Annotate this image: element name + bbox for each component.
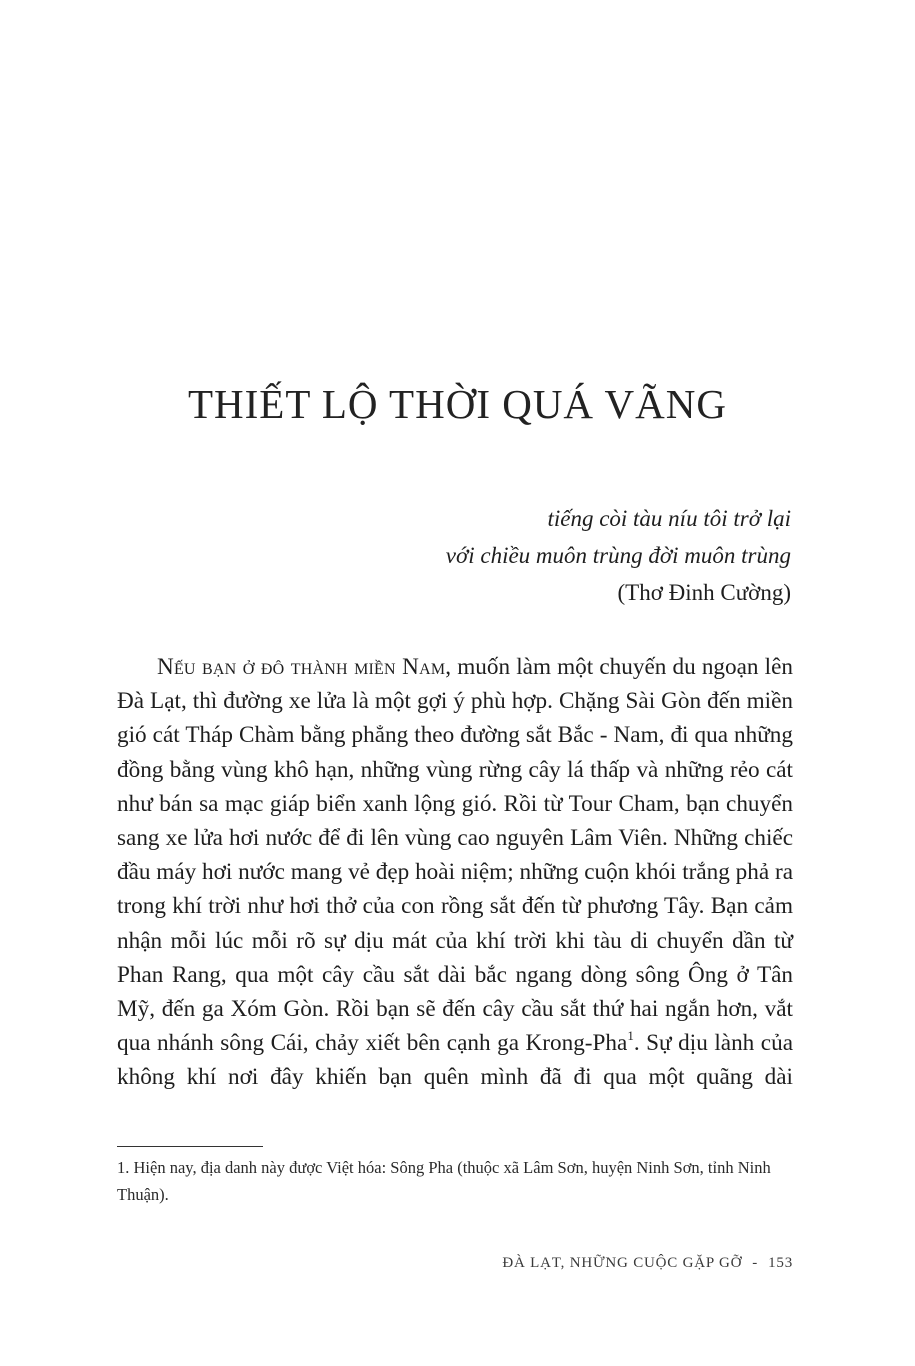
chapter-title: THIẾT LỘ THỜI QUÁ VÃNG — [187, 381, 727, 427]
footnote: 1. Hiện nay, địa danh này được Việt hóa: Sông Pha (thuộc xã Lâm Sơn, huyện Ninh Sơn, tỉnh Ninh Thuận). — [117, 1158, 771, 1204]
page-number: 153 — [768, 1255, 793, 1271]
epigraph-line: tiếng còi tàu níu tôi trở lại — [547, 506, 791, 531]
body-paragraph — [117, 650, 793, 1095]
footer-separator: - — [752, 1255, 759, 1271]
footer-book-title: ĐÀ LẠT, NHỮNG CUỘC GẶP GỠ — [502, 1255, 743, 1271]
footnote-reference: 1 — [627, 1027, 634, 1043]
footnote-divider — [117, 1146, 263, 1147]
epigraph — [446, 500, 791, 611]
paragraph-text-part1: , muốn làm một chuyến du ngoạn lên Đà Lạt, thì đường xe lửa là một gợi ý phù hợp. Chặng Sài Gòn đến miền gió cát Tháp Chàm bằng phẳng theo đường sắt Bắc - Nam, đi qua những đồng bằng vùng khô hạn, những vùng rừng cây lá thấp và những rẻo cát như bán sa mạc giáp biển xanh lộng gió. Rồi từ Tour Cham, bạn chuyển sang xe lửa hơi nước để đi lên vùng cao nguyên Lâm Viên. Những chiếc đầu máy hơi nước mang vẻ đẹp hoài niệm; những cuộn khói trắng phả ra trong khí trời như hơi thở của con rồng sắt đến từ phương Tây. Bạn cảm nhận mỗi lúc mỗi rõ sự dịu mát của khí trời khi tàu di chuyển dần từ Phan Rang, qua một cây cầu sắt dài bắc ngang dòng sông Ông ở Tân Mỹ, đến ga Xóm Gòn. Rồi bạn sẽ đến cây cầu sắt thứ hai ngắn hơn, vắt qua nhánh sông Cái, chảy xiết bên cạnh ga Krong-Pha — [117, 654, 793, 1057]
epigraph-source: (Thơ Đinh Cường) — [617, 580, 791, 605]
body-text — [117, 650, 793, 1095]
paragraph-text-part2: . Sự dịu lành của không khí nơi đây khiến bạn quên mình đã đi qua một quãng dài — [117, 1030, 793, 1091]
running-footer — [502, 1255, 793, 1272]
epigraph-line: với chiều muôn trùng đời muôn trùng — [445, 543, 791, 568]
lead-in-small-caps: Nếu bạn ở đô thành miền Nam — [157, 654, 446, 680]
